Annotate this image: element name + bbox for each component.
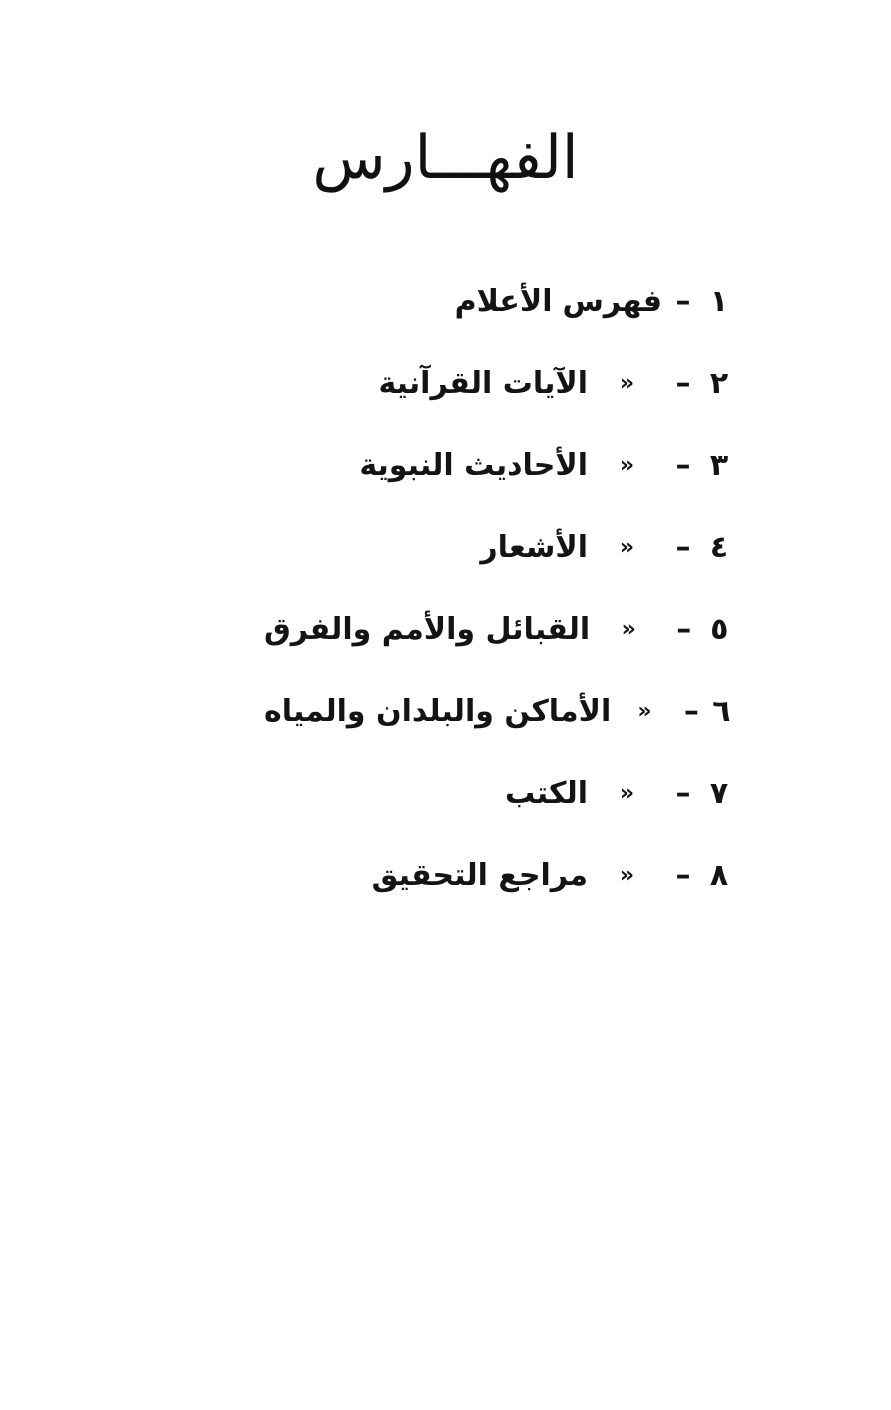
- toc-item-label: الأماكن والبلدان والمياه: [264, 693, 612, 729]
- toc-item: [264, 260, 734, 342]
- toc-item-dash: –: [675, 365, 691, 401]
- toc-item-number: ٦: [712, 693, 731, 729]
- toc-item-dash: –: [675, 529, 691, 565]
- toc-item-label: الأشعار: [480, 529, 588, 565]
- toc-item-number: ١: [709, 283, 729, 319]
- toc-item-ditto-mark: «: [619, 534, 635, 560]
- table-of-contents: [264, 260, 734, 916]
- toc-item: [264, 506, 734, 588]
- toc-item-number: ٢: [709, 365, 729, 401]
- toc-item-dash: –: [683, 693, 699, 729]
- toc-item-dash: –: [675, 775, 691, 811]
- toc-item-dash: –: [675, 283, 691, 319]
- toc-item: [264, 834, 734, 916]
- toc-item-number: ٧: [709, 775, 729, 811]
- toc-item-prefix: فهرس: [562, 283, 662, 319]
- toc-item: [264, 342, 734, 424]
- toc-item-number: ٣: [709, 447, 729, 483]
- toc-item-ditto-mark: «: [619, 370, 635, 396]
- toc-item-label: الكتب: [505, 775, 588, 811]
- page-title: الفهـــارس: [312, 123, 579, 193]
- toc-item-ditto-mark: «: [619, 780, 635, 806]
- toc-item: [264, 670, 734, 752]
- toc-item: [264, 424, 734, 506]
- toc-item: [264, 752, 734, 834]
- toc-item-ditto-mark: «: [619, 862, 635, 888]
- toc-item-dash: –: [676, 611, 692, 647]
- toc-item-label: الآيات القرآنية: [378, 365, 588, 401]
- toc-item-number: ٨: [709, 857, 729, 893]
- toc-item-ditto-mark: «: [637, 698, 652, 724]
- toc-item-ditto-mark: «: [619, 452, 635, 478]
- toc-item-dash: –: [675, 447, 691, 483]
- toc-item: [264, 588, 734, 670]
- toc-item-label: الأحاديث النبوية: [359, 447, 588, 483]
- toc-item-label: الأعلام: [454, 283, 553, 319]
- toc-item-number: ٤: [709, 529, 729, 565]
- toc-item-number: ٥: [710, 611, 729, 647]
- toc-item-label: مراجع التحقيق: [371, 857, 588, 893]
- toc-item-dash: –: [675, 857, 691, 893]
- toc-item-ditto-mark: «: [621, 616, 636, 642]
- toc-item-label: القبائل والأمم والفرق: [263, 611, 591, 647]
